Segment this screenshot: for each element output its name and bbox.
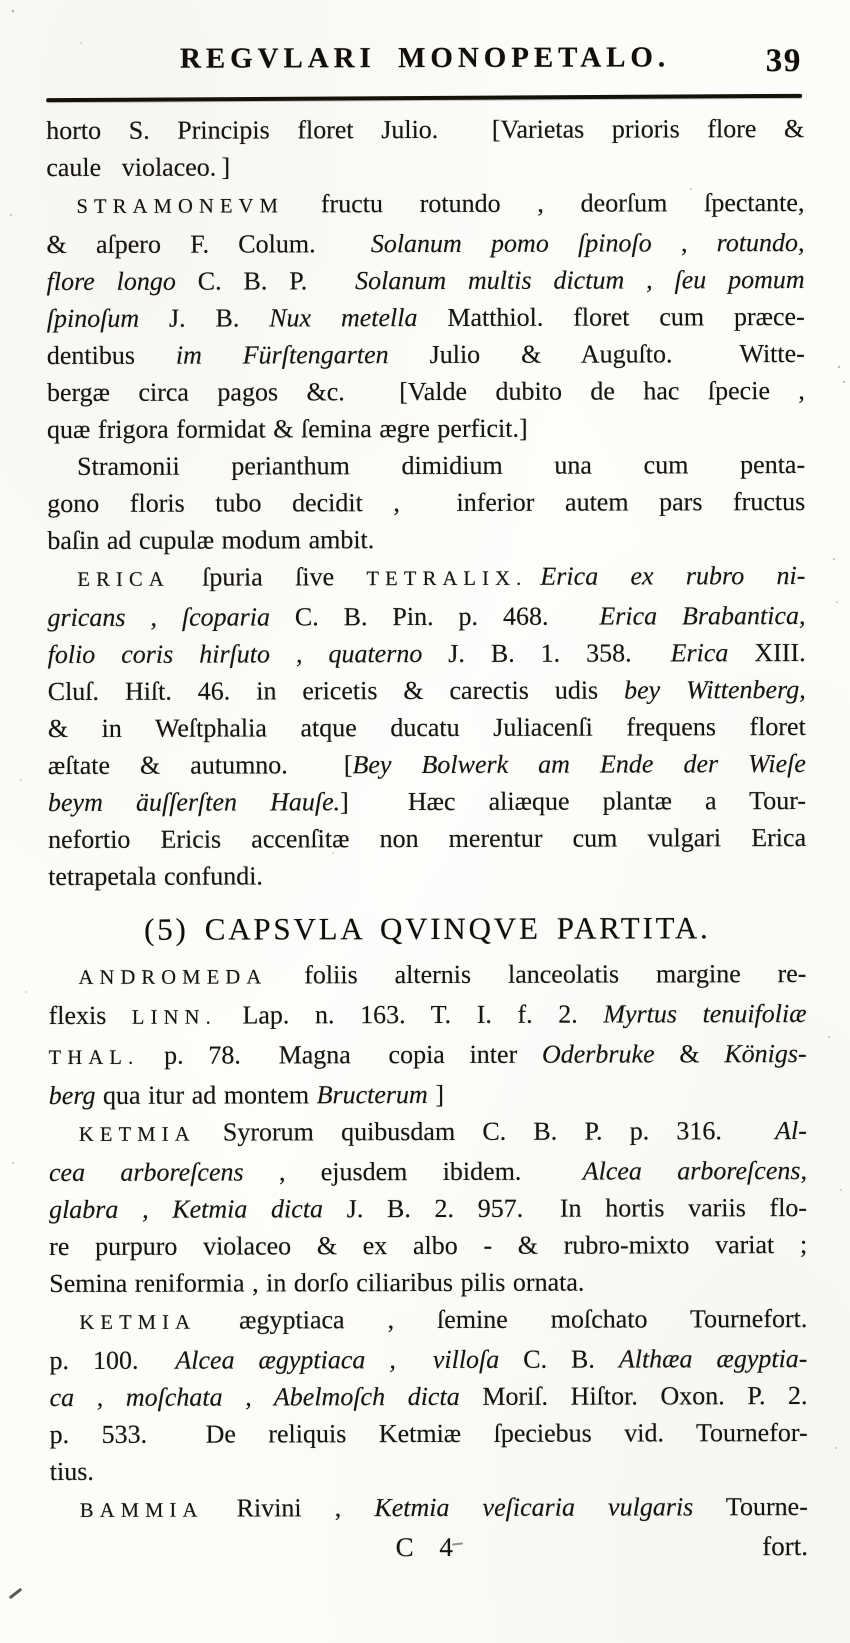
text-line xyxy=(49,1075,807,1114)
section-heading: (5) CAPSVLA QVINQVE PARTITA. xyxy=(144,910,711,947)
roman-text: Rivini , xyxy=(203,1493,375,1523)
text-block xyxy=(46,110,808,1530)
italic-text: Alcea ægyptiaca , villoſa xyxy=(175,1344,500,1375)
text-line xyxy=(48,782,806,821)
gathering-signature: C 4 xyxy=(395,1531,463,1563)
roman-text: Moriſ. Hiſtor. Oxon. P. 2. xyxy=(459,1381,808,1411)
text-line xyxy=(47,557,805,599)
italic-text: Althæa ægyptia- xyxy=(618,1344,808,1374)
catchword: fort. xyxy=(762,1531,808,1562)
roman-text: C. B. xyxy=(499,1344,619,1374)
roman-text: p. 100. xyxy=(49,1345,176,1375)
roman-text: tetrapetala confundi. xyxy=(48,861,263,891)
text-line xyxy=(49,1035,807,1077)
italic-text: berg xyxy=(48,1080,96,1110)
page-number: 39 xyxy=(765,43,803,80)
italic-text: Oderbruke xyxy=(541,1039,655,1069)
roman-text: nefortio Ericis accenſitæ non merentur cum vulgari Erica xyxy=(48,823,807,854)
roman-text: Julio & Auguſto. Witte- xyxy=(388,339,805,370)
roman-text: fructu rotundo , deorſum ſpectante, xyxy=(284,188,805,219)
paragraph xyxy=(46,184,805,448)
roman-text: flexis xyxy=(48,1000,132,1030)
italic-text: folio coris hirſuto , quaterno xyxy=(47,639,423,669)
italic-text: Bructerum xyxy=(316,1079,428,1110)
roman-text: ] xyxy=(427,1079,445,1109)
italic-text: Ketmia veſicaria vulgaris xyxy=(374,1492,694,1523)
text-line xyxy=(48,819,806,858)
spaced-caps-word: KETMIA xyxy=(79,1311,197,1334)
italic-text: ſpinoſum xyxy=(46,303,140,333)
text-line xyxy=(50,1451,808,1490)
text-line xyxy=(48,745,806,784)
roman-text: J. B. 2. 957. In hortis variis flo- xyxy=(322,1193,808,1224)
roman-text: Semina reniformia , in dorſo ciliaribus pilis ornata. xyxy=(49,1267,585,1298)
roman-text: horto S. Principis floret Julio. [Varietas prioris flore & xyxy=(46,114,805,145)
roman-text: C. B. Pin. p. 468. xyxy=(269,601,600,632)
roman-text: bergæ circa pagos &c. [Valde dubito de hac ſpecie , xyxy=(46,376,805,407)
roman-text: caule violaceo. ] xyxy=(46,152,231,182)
text-line xyxy=(50,1488,808,1530)
text-line xyxy=(47,335,805,374)
text-line xyxy=(49,1152,807,1191)
text-line xyxy=(47,597,805,636)
footer-line xyxy=(50,1528,808,1567)
text-line xyxy=(46,184,804,226)
running-head xyxy=(46,41,804,89)
roman-text: XIII. xyxy=(728,638,806,668)
text-line xyxy=(48,708,806,747)
paragraph xyxy=(48,955,806,1114)
roman-text: Matthiol. floret cum præce- xyxy=(417,302,805,333)
text-line xyxy=(50,1414,808,1453)
page-content xyxy=(46,41,808,1567)
header-rule xyxy=(46,94,802,102)
scan-speckles xyxy=(0,0,2,2)
roman-text: J. B. 1. 358. xyxy=(422,638,671,669)
roman-text: æſtate & autumno. [ xyxy=(47,750,353,780)
roman-text: Syrorum quibusdam C. B. P. p. 316. xyxy=(195,1116,776,1147)
text-line xyxy=(49,1340,807,1379)
italic-text: Erica xyxy=(670,638,729,668)
roman-text xyxy=(527,562,540,591)
text-line xyxy=(49,1226,807,1265)
italic-text: Erica ex rubro ni- xyxy=(540,561,806,591)
text-line xyxy=(47,520,805,559)
italic-text: Alcea arboreſcens, xyxy=(582,1156,807,1186)
text-line xyxy=(46,110,804,149)
spaced-caps-word: BAMMIA xyxy=(79,1499,204,1522)
roman-text: p. 533. De reliquis Ketmiæ ſpeciebus vid. Tournefor- xyxy=(49,1418,808,1449)
page-title: REGVLARI MONOPETALO. xyxy=(179,41,671,75)
italic-text: Solanum pomo ſpinoſo , rotundo, xyxy=(370,228,805,259)
roman-text: qua itur ad montem xyxy=(95,1080,317,1110)
roman-text: Stramonii perianthum dimidium una cum penta- xyxy=(77,450,806,481)
roman-text: , ejusdem ibidem. xyxy=(243,1156,583,1187)
italic-text: Bey Bolwerk am Ende der Wieſe xyxy=(352,749,806,780)
spaced-caps-word: KETMIA xyxy=(78,1123,196,1146)
text-line xyxy=(47,261,805,300)
roman-text: re purpuro violaceo & ex albo - & rubro-mixto variat ; xyxy=(49,1230,808,1261)
italic-text: gricans , ſcoparia xyxy=(47,602,271,632)
italic-text: Königs- xyxy=(724,1039,807,1069)
roman-text: & aſpero F. Colum. xyxy=(46,229,371,259)
spaced-caps-word: TETRALIX. xyxy=(366,567,528,591)
roman-text: tius. xyxy=(49,1456,94,1486)
roman-text: p. 78. Magna copia inter xyxy=(139,1039,542,1070)
roman-text: foliis alternis lanceolatis margine re- xyxy=(267,959,807,990)
roman-text: baſin ad cupulæ modum ambit. xyxy=(47,525,375,555)
paragraph xyxy=(46,110,804,186)
italic-text: flore longo xyxy=(46,266,176,296)
text-line xyxy=(48,856,806,895)
roman-text: Cluſ. Hiſt. 46. in ericetis & carectis udis xyxy=(47,675,625,706)
roman-text: & xyxy=(654,1039,725,1069)
italic-text: glabra , Ketmia dicta xyxy=(49,1194,324,1224)
text-line xyxy=(49,1263,807,1302)
text-line xyxy=(46,147,804,186)
text-line xyxy=(46,224,804,263)
italic-text: bey Wittenberg, xyxy=(624,675,806,705)
text-line xyxy=(48,955,806,997)
text-line xyxy=(50,1377,808,1416)
roman-text: ] Hæc aliæque plantæ a Tour- xyxy=(340,786,807,817)
text-line xyxy=(49,1300,807,1342)
roman-text: ægyptiaca , ſemine moſchato Tournefort. xyxy=(196,1304,808,1335)
roman-text: gono floris tubo decidit , inferior autem pars fructus xyxy=(47,487,806,518)
roman-text: quæ frigora formidat & ſemina ægre perficit.] xyxy=(46,413,528,444)
text-line xyxy=(48,671,806,710)
spaced-caps-word: THAL. xyxy=(48,1046,140,1069)
italic-text: im Fürſtengarten xyxy=(175,340,389,370)
paragraph xyxy=(49,1300,807,1490)
roman-text: & in Weſtphalia atque ducatu Juliacenſi frequens floret xyxy=(47,712,806,743)
italic-text: beym äuſſerſten Hauſe. xyxy=(47,787,341,817)
text-line xyxy=(49,1189,807,1228)
text-line xyxy=(47,483,805,522)
text-line xyxy=(48,634,806,673)
roman-text: Lap. n. 163. T. I. f. 2. xyxy=(216,999,604,1030)
spaced-caps-word: STRAMONEVM xyxy=(76,195,285,218)
roman-text: C. B. P. xyxy=(175,266,356,296)
text-line xyxy=(47,409,805,448)
paragraph xyxy=(47,446,805,559)
text-line xyxy=(47,298,805,337)
italic-text: Nux metella xyxy=(269,303,418,333)
paragraph xyxy=(47,557,806,895)
roman-text: J. B. xyxy=(139,303,270,333)
italic-text: Myrtus tenuifoliæ xyxy=(603,999,807,1029)
roman-text: ſpuria ſive xyxy=(169,562,367,592)
spaced-caps-word: ERICA xyxy=(77,568,170,591)
italic-text: Erica Brabantica, xyxy=(599,601,806,631)
italic-text: Al- xyxy=(775,1116,807,1146)
paragraph xyxy=(50,1488,808,1530)
text-line xyxy=(49,995,807,1037)
italic-text: ca , moſchata , Abelmoſch dicta xyxy=(49,1381,460,1412)
spaced-caps-word: LINN. xyxy=(131,1006,217,1029)
paragraph xyxy=(49,1112,807,1302)
italic-text: cea arboreſcens xyxy=(48,1157,244,1187)
corner-pen-mark xyxy=(9,1588,23,1600)
roman-text: dentibus xyxy=(46,340,176,370)
roman-text: Tourne- xyxy=(693,1492,808,1522)
italic-text: Solanum multis dictum , ſeu pomum xyxy=(355,265,805,296)
text-line xyxy=(47,372,805,411)
text-line xyxy=(49,1112,807,1154)
spaced-caps-word: ANDROMEDA xyxy=(78,966,268,989)
text-line xyxy=(47,446,805,485)
